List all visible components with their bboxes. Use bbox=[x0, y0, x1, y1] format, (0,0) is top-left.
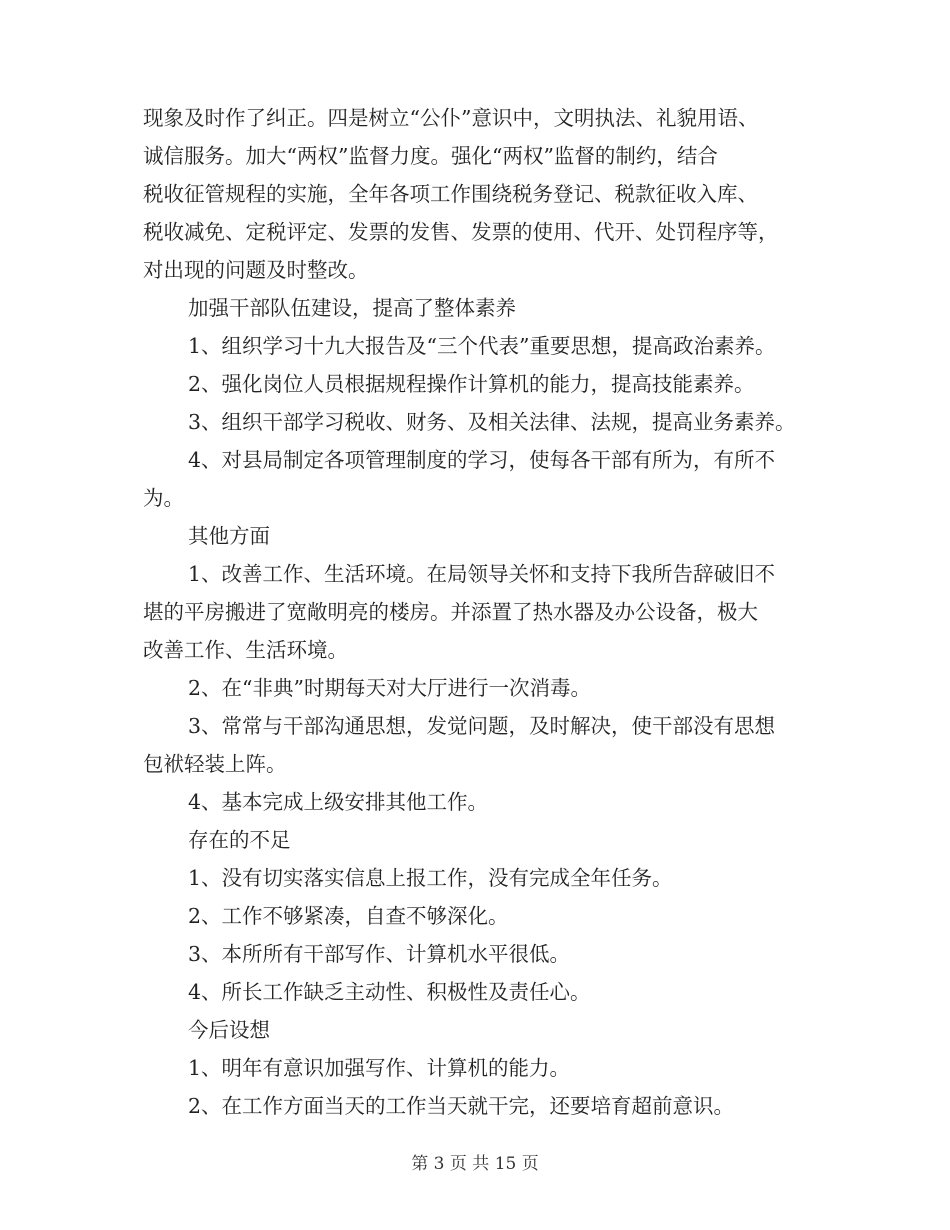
section-heading: 其他方面 bbox=[188, 524, 270, 548]
page-number-footer: 第 3 页 共 15 页 bbox=[411, 1154, 539, 1174]
section-heading: 今后设想 bbox=[188, 1018, 270, 1042]
list-item: 2、强化岗位人员根据规程操作计算机的能力，提高技能素养。 bbox=[188, 372, 755, 396]
text-line: 诚信服务。加大“两权”监督力度。强化“两权”监督的制约，结合 bbox=[143, 144, 718, 168]
text-line: 改善工作、生活环境。 bbox=[143, 638, 348, 662]
list-item: 4、对县局制定各项管理制度的学习，使每各干部有所为，有所不 bbox=[188, 448, 776, 472]
list-item: 2、在“非典”时期每天对大厅进行一次消毒。 bbox=[188, 676, 592, 700]
list-item: 3、常常与干部沟通思想，发觉问题，及时解决，使干部没有思想 bbox=[188, 714, 776, 738]
list-item: 1、明年有意识加强写作、计算机的能力。 bbox=[188, 1056, 571, 1080]
list-item: 1、改善工作、生活环境。在局领导关怀和支持下我所告辞破旧不 bbox=[188, 562, 776, 586]
text-line: 堪的平房搬进了宽敞明亮的楼房。并添置了热水器及办公设备，极大 bbox=[143, 600, 758, 624]
text-line: 为。 bbox=[143, 486, 184, 510]
text-line: 现象及时作了纠正。四是树立“公仆”意识中，文明执法、礼貌用语、 bbox=[143, 106, 759, 130]
section-heading: 存在的不足 bbox=[188, 828, 291, 852]
list-item: 1、组织学习十九大报告及“三个代表”重要思想，提高政治素养。 bbox=[188, 334, 776, 358]
section-heading: 加强干部队伍建设，提高了整体素养 bbox=[188, 296, 516, 320]
list-item: 4、所长工作缺乏主动性、积极性及责任心。 bbox=[188, 980, 591, 1004]
list-item: 1、没有切实落实信息上报工作，没有完成全年任务。 bbox=[188, 866, 673, 890]
list-item: 2、在工作方面当天的工作当天就干完，还要培育超前意识。 bbox=[188, 1094, 735, 1118]
list-item: 3、本所所有干部写作、计算机水平很低。 bbox=[188, 942, 571, 966]
text-line: 税收征管规程的实施，全年各项工作围绕税务登记、税款征收入库、 bbox=[143, 182, 758, 206]
list-item: 3、组织干部学习税收、财务、及相关法律、法规，提高业务素养。 bbox=[188, 410, 796, 434]
list-item: 4、基本完成上级安排其他工作。 bbox=[188, 790, 489, 814]
text-line: 税收减免、定税评定、发票的发售、发票的使用、代开、处罚程序等， bbox=[143, 220, 779, 244]
list-item: 2、工作不够紧凑，自查不够深化。 bbox=[188, 904, 509, 928]
text-line: 包袱轻装上阵。 bbox=[143, 752, 287, 776]
text-line: 对出现的问题及时整改。 bbox=[143, 258, 369, 282]
